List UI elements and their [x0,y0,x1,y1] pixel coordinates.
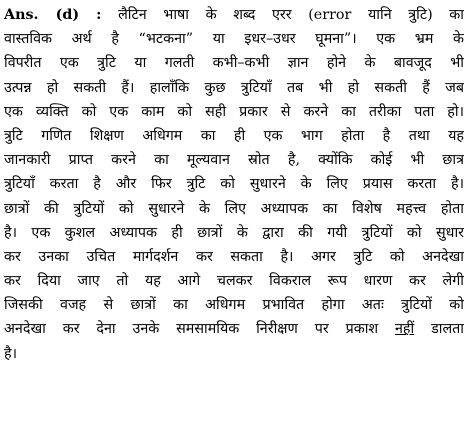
text-line-7: जानकारी प्राप्त करने का मूल्यवान स्रोत है, क्योंकि कोई भी छात्र [4,152,464,169]
text-line-13: जिसकी वजह से छात्रों का अधिगम प्रभावित होगा अतः त्रुटियों को [4,297,464,314]
text-line-11: कर उनका उचित मार्गदर्शन कर सकता है। अगर त्रुटि को अनदेखा [4,248,464,265]
line-14-before: अनदेखा कर देना उनके समसामयिक निरीक्षण पर प्रकाश [4,321,379,338]
text-line-2: वास्तविक अर्थ है “भटकना” या इधर–उधर घूमना”। एक भ्रम के [4,31,464,48]
text-line-8: त्रुटियाँ करता है और फिर त्रुटि को सुधारने के लिए प्रयास करता है। [4,176,464,193]
line-1-text: लैटिन भाषा के शब्द एरर (error यानि त्रुटि) का [118,7,464,23]
text-line-5: एक व्यक्ति को एक काम को सही प्रकार से करने का तरीका पता हो। [4,103,464,120]
text-line-4: उत्पन्न हो सकती हैं। हालाँकि कुछ त्रुटियाँ तब भी हो सकती हैं जब [4,79,464,96]
text-line-6: त्रुटि गणित शिक्षण अधिगम का ही एक भाग होता है तथा यह [4,127,464,144]
text-line-14 [4,317,464,341]
text-line-9: छात्रों की त्रुटियों को सुधारने के लिए अध्यापक का विशेष महत्त्व होता [4,200,464,217]
line-14-after: डालता [431,321,464,338]
text-line-10: है। एक कुशल अध्यापक ही छात्रों के द्वारा की गयी त्रुटियों को सुधार [4,224,464,241]
text-line-12: कर दिया जाए तो यह आगे चलकर विकराल रूप धारण कर लेगी [4,273,464,290]
text-line-15: है। [4,345,18,362]
text-line-3: विपरीत एक त्रुटि या गलती कभी–कभी ज्ञान होने के बावजूद भी [4,55,464,72]
answer-label: Ans. (d) : [4,7,102,23]
underlined-word: नहीं [395,321,415,338]
answer-explanation [4,3,464,427]
text-line-1 [4,3,464,27]
